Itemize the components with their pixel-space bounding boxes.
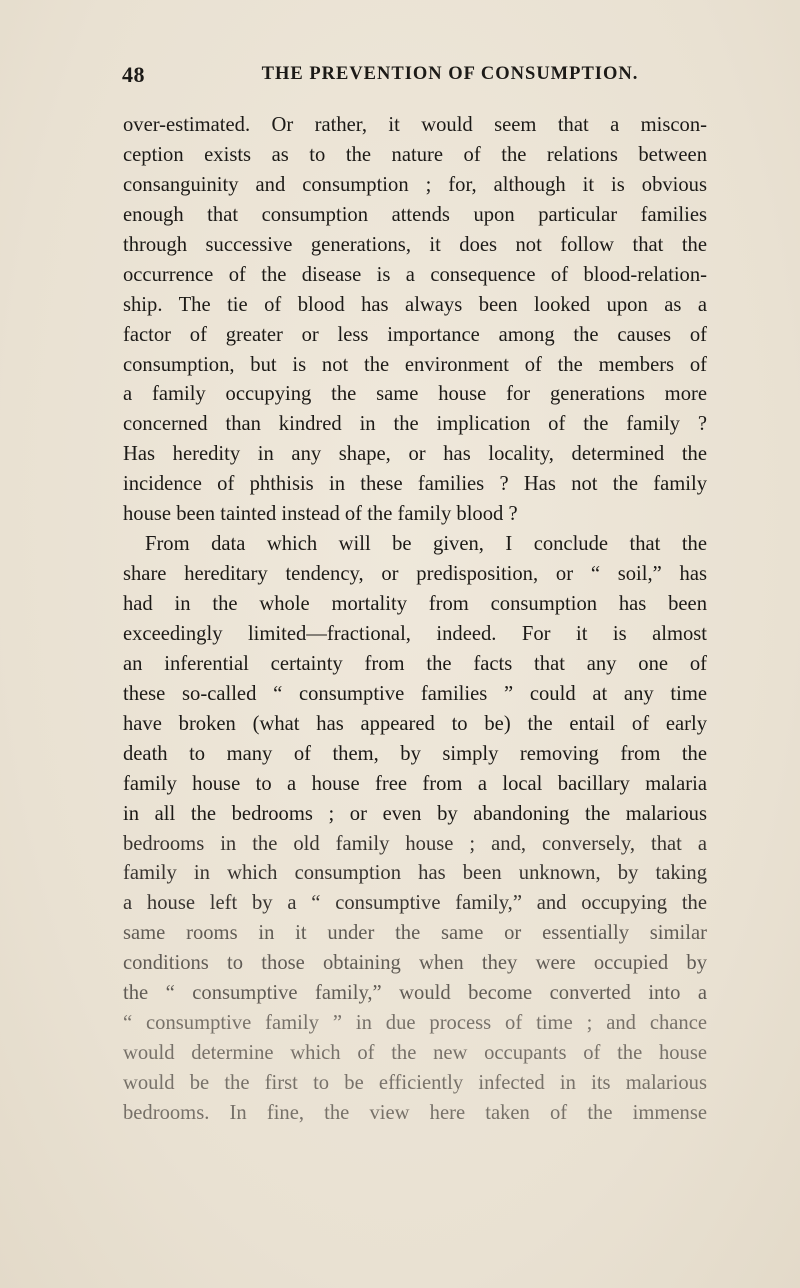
text-line: conditions to those obtaining when they were occupied by (123, 952, 707, 975)
text-line: exceedingly limited—fractional, indeed. For it is almost (123, 622, 707, 645)
text-line: a family occupying the same house for generations more (123, 383, 707, 406)
text-line-paragraph-end: house been tainted instead of the family blood ? (123, 503, 518, 526)
text-line: same rooms in it under the same or essentially similar (123, 922, 707, 945)
page-header (122, 62, 708, 92)
text-line: “ consumptive family ” in due process of time ; and chance (123, 1012, 707, 1035)
text-line: would be the first to be efficiently infected in its malarious (123, 1072, 707, 1094)
text-line: had in the whole mortality from consumption has been (123, 593, 707, 615)
text-line: Has heredity in any shape, or has locality, determined the (123, 443, 707, 466)
text-line: consumption, but is not the environment of the members of (123, 353, 707, 376)
text-line: these so-called “ consumptive families ” could at any time (123, 682, 707, 705)
text-line: bedrooms in the old family house ; and, conversely, that a (123, 832, 707, 855)
text-line-paragraph-start: From data which will be given, I conclude that the (145, 533, 707, 556)
text-line: would determine which of the new occupants of the house (123, 1042, 707, 1065)
text-line: share hereditary tendency, or predisposition, or “ soil,” has (123, 563, 707, 586)
text-line: a house left by a “ consumptive family,” and occupying the (123, 892, 707, 915)
text-line: ception exists as to the nature of the relations between (123, 143, 707, 166)
text-line: family in which consumption has been unknown, by taking (123, 862, 707, 885)
running-head: THE PREVENTION OF CONSUMPTION. (261, 64, 639, 84)
text-line: over-estimated. Or rather, it would seem that a miscon- (123, 114, 707, 136)
text-line: through successive generations, it does not follow that the (123, 233, 707, 256)
text-line: have broken (what has appeared to be) the entail of early (123, 712, 707, 735)
text-line: an inferential certainty from the facts that any one of (123, 652, 707, 675)
text-line: concerned than kindred in the implication of the family ? (123, 413, 707, 436)
text-line: enough that consumption attends upon particular families (123, 203, 707, 226)
text-line: incidence of phthisis in these families ? Has not the family (123, 473, 707, 496)
text-line: factor of greater or less importance among the causes of (123, 323, 707, 346)
text-line: occurrence of the disease is a consequence of blood-relation- (123, 263, 707, 286)
body-text (123, 111, 707, 1129)
text-line: consanguinity and consumption ; for, although it is obvious (123, 173, 707, 196)
text-line: bedrooms. In fine, the view here taken of the immense (123, 1101, 707, 1124)
text-line: the “ consumptive family,” would become converted into a (123, 982, 707, 1005)
text-line: ship. The tie of blood has always been looked upon as a (123, 293, 707, 316)
page-number: 48 (122, 62, 145, 87)
text-line: in all the bedrooms ; or even by abandoning the malarious (123, 802, 707, 825)
text-line: death to many of them, by simply removing from the (123, 742, 707, 765)
text-line: family house to a house free from a local bacillary malaria (123, 772, 707, 795)
